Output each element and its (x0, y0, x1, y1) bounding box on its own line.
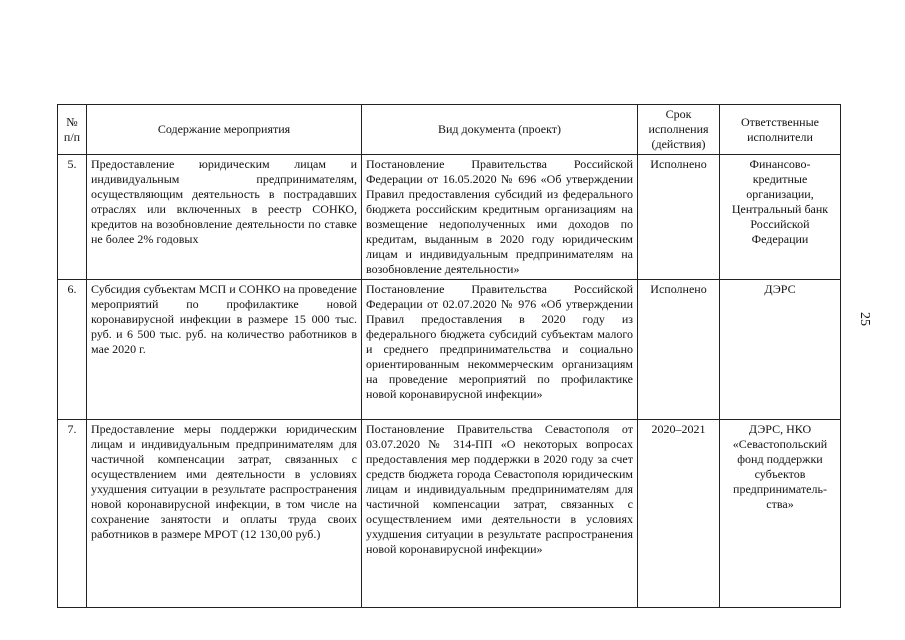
header-deadline-line3: (действия) (651, 137, 706, 151)
header-num-line2: п/п (63, 129, 81, 144)
row-responsible: ДЭРС, НКО «Севастопольский фонд поддержки субъектов предприниматель-ства» (720, 420, 841, 608)
row-content: Предоставление меры поддержки юридическим лицам и индивидуальным предпринимателям для частичной компенсации затрат, связанных с осуществлением ими деятельности в условиях ухудшения ситуации в результате распространения новой коронавирусной инфекции, в том числе на сохранение занятости и оплаты труда своих работников в размере МРОТ (12 130,00 руб.) (87, 420, 362, 608)
row-responsible: ДЭРС (720, 280, 841, 420)
row-document: Постановление Правительства Севастополя от 03.07.2020 № 314-ПП «О некоторых вопросах предоставления мер поддержки в 2020 году за счет средств бюджета города Севастополя юридическим лицам и индивидуальным предпринимателям для частичной компенсации затрат, связанных с осуществлением ими деятельности в условиях ухудшения ситуации в результате распространения новой коронавирусной инфекции» (362, 420, 638, 608)
row-number: 7. (58, 420, 87, 608)
header-content: Содержание мероприятия (87, 105, 362, 155)
header-deadline-line1: Срок (665, 107, 692, 121)
header-doc-type: Вид документа (проект) (362, 105, 638, 155)
header-deadline-line2: исполнения (648, 122, 709, 136)
measures-table (57, 104, 841, 608)
header-deadline (638, 105, 720, 155)
header-num (58, 105, 87, 155)
page-number: 25 (857, 312, 872, 326)
row-deadline: Исполнено (638, 155, 720, 280)
row-number: 5. (58, 155, 87, 280)
table-row (58, 280, 841, 420)
row-responsible: Финансово-кредитные организации, Центральный банк Российской Федерации (720, 155, 841, 280)
header-responsible (720, 105, 841, 155)
table-row (58, 155, 841, 280)
row-content: Субсидия субъектам МСП и СОНКО на проведение мероприятий по профилактике новой коронавирусной инфекции в размере 15 000 тыс. руб. и 6 500 тыс. руб. на количество работников в мае 2020 г. (87, 280, 362, 420)
row-document: Постановление Правительства Российской Федерации от 16.05.2020 № 696 «Об утверждении Правил предоставления субсидий из федерального бюджета российским кредитным организациям на возмещение недополученных ими доходов по кредитам, выданным в 2020 году юридическим лицам и индивидуальным предпринимателям на возобновление деятельности» (362, 155, 638, 280)
row-number: 6. (58, 280, 87, 420)
row-deadline: 2020–2021 (638, 420, 720, 608)
row-content: Предоставление юридическим лицам и индивидуальным предпринимателям, осуществляющим деятельность в пострадавших отраслях или включенных в реестр СОНКО, кредитов на возобновление деятельности по ставке не более 2% годовых (87, 155, 362, 280)
table-row (58, 420, 841, 608)
table-header-row (58, 105, 841, 155)
header-num-line1: № (66, 114, 78, 129)
row-document: Постановление Правительства Российской Федерации от 02.07.2020 № 976 «Об утверждении Правил предоставления в 2020 году из федерального бюджета субсидий субъектам малого и среднего предпринимательства и социально ориентированным некоммерческим организациям на проведение мероприятий по профилактике новой коронавирусной инфекции» (362, 280, 638, 420)
row-deadline: Исполнено (638, 280, 720, 420)
header-responsible-line2: исполнители (747, 129, 813, 144)
header-responsible-line1: Ответственные (741, 114, 819, 129)
